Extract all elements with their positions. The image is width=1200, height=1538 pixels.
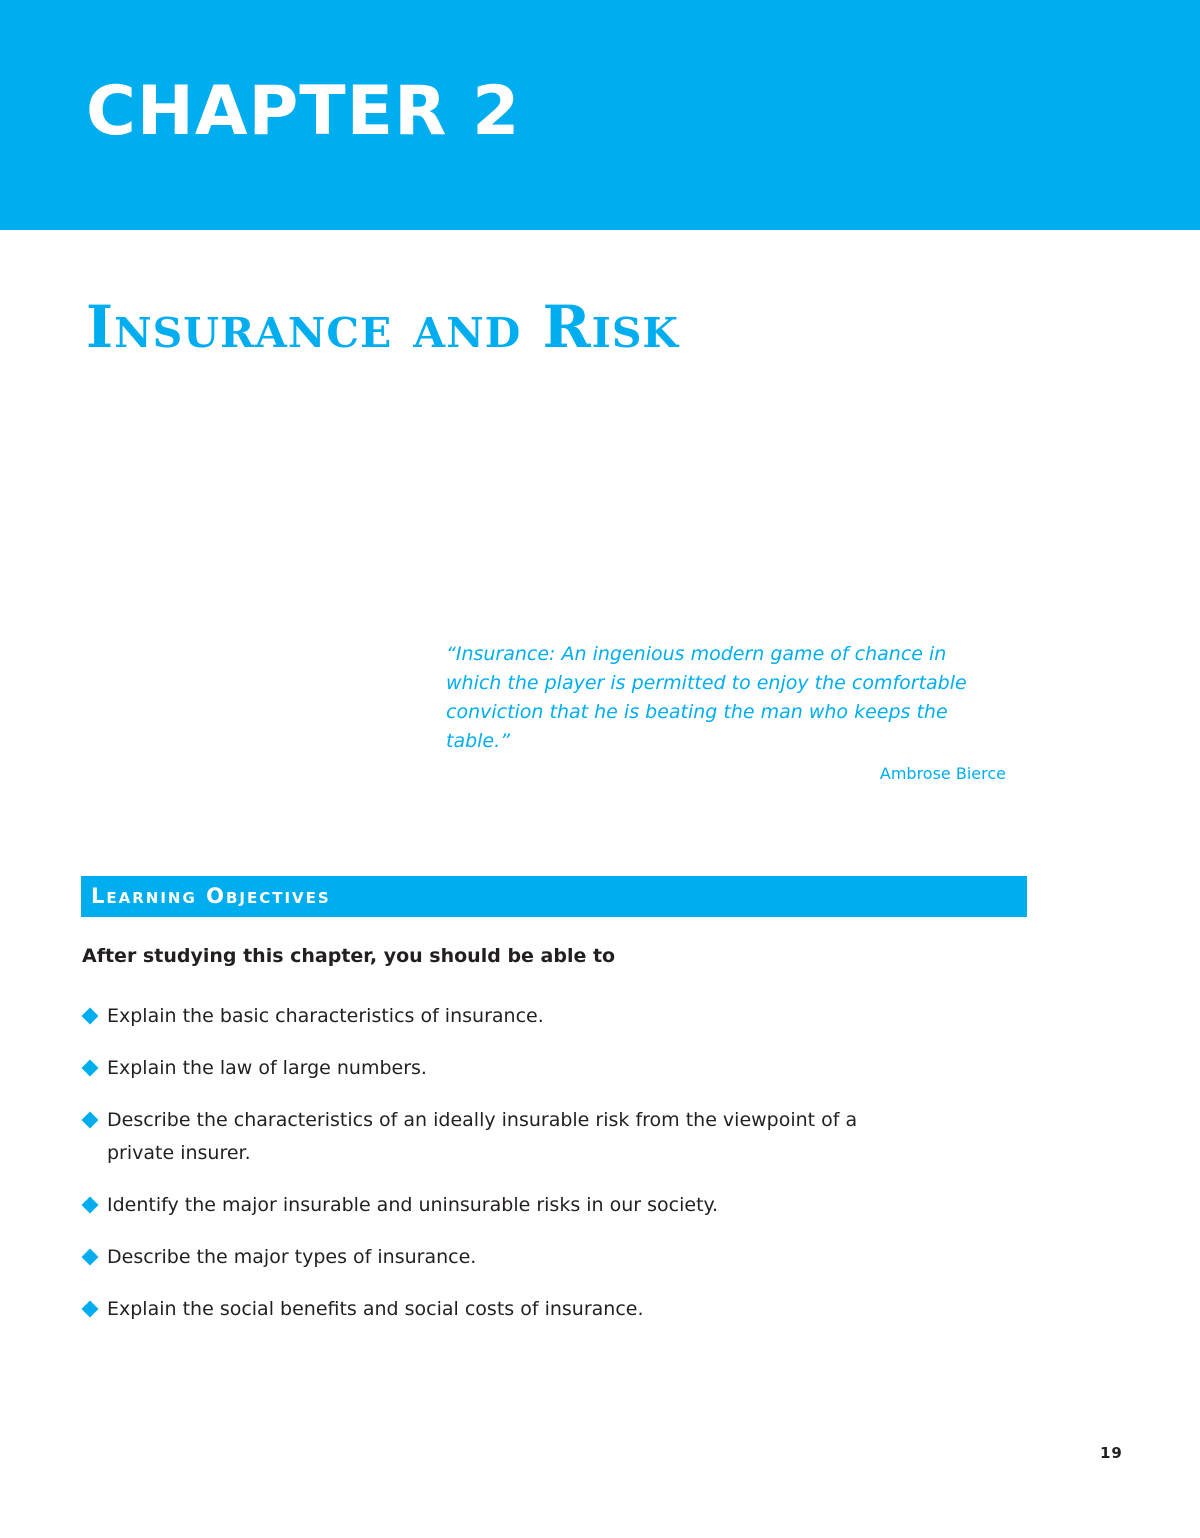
list-item: [82, 1104, 902, 1170]
list-item: [82, 1000, 902, 1033]
diamond-bullet-icon: [82, 1249, 99, 1266]
list-item: [82, 1189, 902, 1222]
list-item: [82, 1293, 902, 1326]
objective-text: Describe the characteristics of an ideally insurable risk from the viewpoint of a private insurer.: [107, 1109, 858, 1164]
learning-objectives-banner: [81, 876, 1027, 917]
objective-text: Explain the social benefits and social costs of insurance.: [107, 1298, 644, 1320]
epigraph-author: Ambrose Bierce: [879, 764, 1006, 783]
diamond-bullet-icon: [82, 1197, 99, 1214]
list-item: [82, 1052, 902, 1085]
learning-objectives-heading: Learning Objectives: [91, 884, 331, 908]
diamond-bullet-icon: [82, 1112, 99, 1129]
objective-text: Explain the law of large numbers.: [107, 1057, 427, 1079]
learning-objectives-intro: After studying this chapter, you should be able to: [82, 945, 616, 967]
epigraph-quote: “Insurance: An ingenious modern game of chance in which the player is permitted to enjoy the comfortable conviction that he is beating the man who keeps the table.”: [446, 643, 967, 752]
epigraph: [446, 640, 1016, 785]
diamond-bullet-icon: [82, 1008, 99, 1025]
objective-text: Describe the major types of insurance.: [107, 1246, 477, 1268]
diamond-bullet-icon: [82, 1301, 99, 1318]
page-number: 19: [1100, 1444, 1123, 1462]
chapter-title: Insurance and Risk: [86, 293, 680, 361]
list-item: [82, 1241, 902, 1274]
objective-text: Identify the major insurable and uninsurable risks in our society.: [107, 1194, 719, 1216]
chapter-label: CHAPTER 2: [86, 72, 521, 151]
learning-objectives-list: [82, 1000, 902, 1345]
diamond-bullet-icon: [82, 1060, 99, 1077]
objective-text: Explain the basic characteristics of insurance.: [107, 1005, 544, 1027]
chapter-banner: [0, 0, 1200, 230]
